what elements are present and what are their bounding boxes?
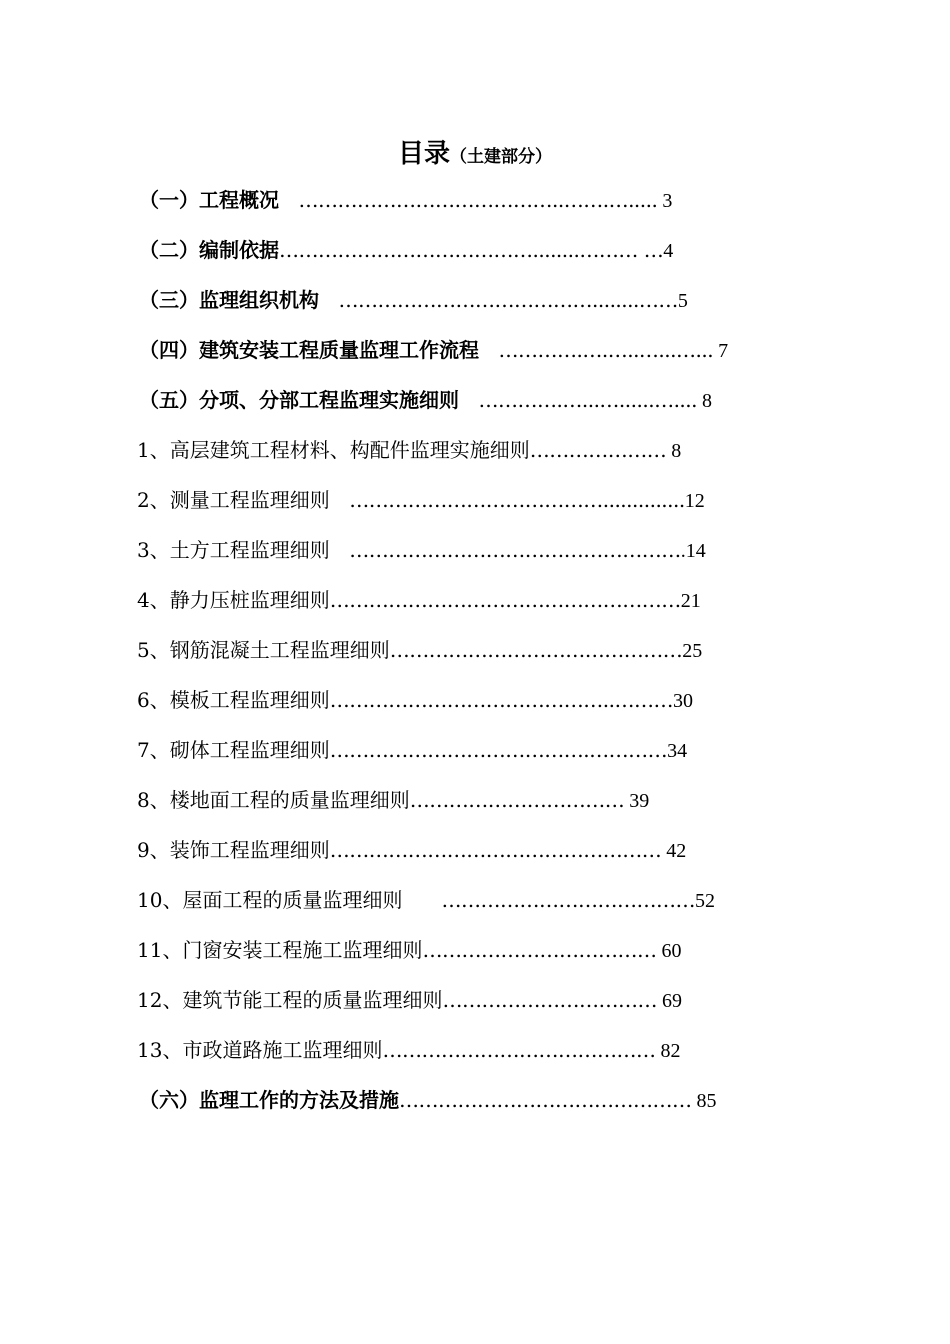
- toc-entry-leader: ……………………………: [442, 988, 657, 1012]
- toc-entry-page: 85: [691, 1090, 717, 1112]
- toc-entry-page: 8: [697, 390, 713, 412]
- toc-entry-page: 7: [713, 340, 729, 362]
- toc-entry-page: 3: [657, 190, 673, 212]
- toc-entry-page: 52: [694, 890, 715, 912]
- toc-entry-label: 5、钢筋混凝土工程监理细则: [137, 638, 390, 662]
- toc-entry[interactable]: [139, 1085, 717, 1115]
- toc-entry-leader: ………………………………………: [389, 638, 683, 662]
- toc-entry-label: 2、测量工程监理细则: [137, 488, 330, 512]
- toc-entry[interactable]: [139, 385, 712, 415]
- toc-entry-label: 1、高层建筑工程材料、构配件监理实施细则: [137, 438, 530, 462]
- toc-entry[interactable]: [139, 235, 673, 265]
- toc-entry-label: 4、静力压桩监理细则: [137, 588, 330, 612]
- toc-entry-page: 12: [684, 490, 705, 512]
- toc-entry-page: 25: [682, 640, 703, 662]
- toc-entry-leader: …………………: [529, 438, 667, 462]
- toc-entry-leader: ……………………………………: [382, 1038, 656, 1062]
- toc-entry-leader: ………….….…..…...…...: [479, 338, 714, 362]
- toc-entry-page: 69: [656, 990, 682, 1012]
- toc-entry-page: 82: [655, 1040, 681, 1062]
- toc-entry-page: 39: [624, 790, 650, 812]
- toc-title-sub: （土建部分）: [450, 147, 552, 167]
- toc-entry-label: 6、模板工程监理细则: [137, 688, 330, 712]
- toc-entry-leader: …………………………………: [402, 888, 695, 912]
- toc-entry[interactable]: [137, 535, 706, 565]
- toc-entry-label: 11、门窗安装工程施工监理细则: [137, 938, 423, 962]
- toc-entry-leader: ……………………………………………: [329, 838, 662, 862]
- toc-entry[interactable]: [137, 685, 693, 715]
- toc-entry-leader: ………….…...…......…....: [459, 388, 698, 412]
- toc-title-main: 目录: [397, 139, 450, 169]
- toc-entry-label: 7、砌体工程监理细则: [137, 738, 330, 762]
- toc-entry-leader: …………………………………........……: [319, 288, 678, 312]
- toc-entry-label: （三）监理组织机构: [139, 288, 319, 312]
- toc-entry-leader: ……………………………………..………: [329, 688, 673, 712]
- toc-entry-page: 30: [672, 690, 693, 712]
- toc-entry[interactable]: [137, 1035, 680, 1065]
- toc-entry-page: 34: [667, 740, 688, 762]
- toc-entry[interactable]: [139, 285, 688, 315]
- toc-entry[interactable]: [137, 585, 701, 615]
- toc-entry[interactable]: [137, 835, 686, 865]
- toc-entry-page: 60: [656, 940, 682, 962]
- toc-entry[interactable]: [137, 985, 682, 1015]
- toc-entry[interactable]: [137, 485, 705, 515]
- toc-entry-page: 4: [663, 240, 674, 262]
- toc-entry-page: 5: [677, 290, 688, 312]
- toc-entry-page: 42: [661, 840, 687, 862]
- toc-entry-label: （四）建筑安装工程质量监理工作流程: [139, 338, 479, 362]
- toc-entry-label: 9、装饰工程监理细则: [137, 838, 330, 862]
- toc-entry[interactable]: [137, 635, 702, 665]
- toc-entry-label: （二）编制依据: [139, 238, 279, 262]
- toc-entry-page: 8: [666, 440, 682, 462]
- toc-entry-leader: ………………………………………………: [329, 588, 681, 612]
- toc-entry-label: （五）分项、分部工程监理实施细则: [139, 388, 459, 412]
- toc-entry-leader: ………………………………….…………: [329, 738, 668, 762]
- toc-entry[interactable]: [137, 885, 715, 915]
- toc-entry-label: 3、土方工程监理细则: [137, 538, 330, 562]
- toc-entry[interactable]: [137, 735, 687, 765]
- toc-entry-leader: …………………………………..…….….....: [279, 188, 658, 212]
- toc-entry-label: 8、楼地面工程的质量监理细则: [137, 788, 410, 812]
- toc-entry[interactable]: [137, 935, 681, 965]
- toc-title: [0, 133, 950, 170]
- toc-entry[interactable]: [137, 435, 681, 465]
- toc-entry-leader: ……………………………………………: [329, 538, 681, 562]
- toc-entry[interactable]: [137, 785, 649, 815]
- toc-entry-label: 12、建筑节能工程的质量监理细则: [137, 988, 443, 1012]
- toc-entry[interactable]: [139, 185, 672, 215]
- toc-entry-leader: ………………………………: [422, 938, 657, 962]
- toc-entry-label: （一）工程概况: [139, 188, 279, 212]
- toc-entry-page: .14: [680, 540, 706, 562]
- toc-entry-leader: ……………………………: [409, 788, 625, 812]
- toc-entry[interactable]: [139, 335, 728, 365]
- toc-entry-label: 10、屋面工程的质量监理细则: [137, 888, 403, 912]
- toc-entry-page: 21: [680, 590, 701, 612]
- toc-entry-leader: …………………………………..............: [329, 488, 685, 512]
- toc-entry-label: 13、市政道路施工监理细则: [137, 1038, 383, 1062]
- toc-entry-label: （六）监理工作的方法及措施: [139, 1088, 399, 1112]
- toc-entry-leader: …………………………………........……… …: [279, 238, 664, 262]
- toc-entry-leader: ………………………………………: [399, 1088, 692, 1112]
